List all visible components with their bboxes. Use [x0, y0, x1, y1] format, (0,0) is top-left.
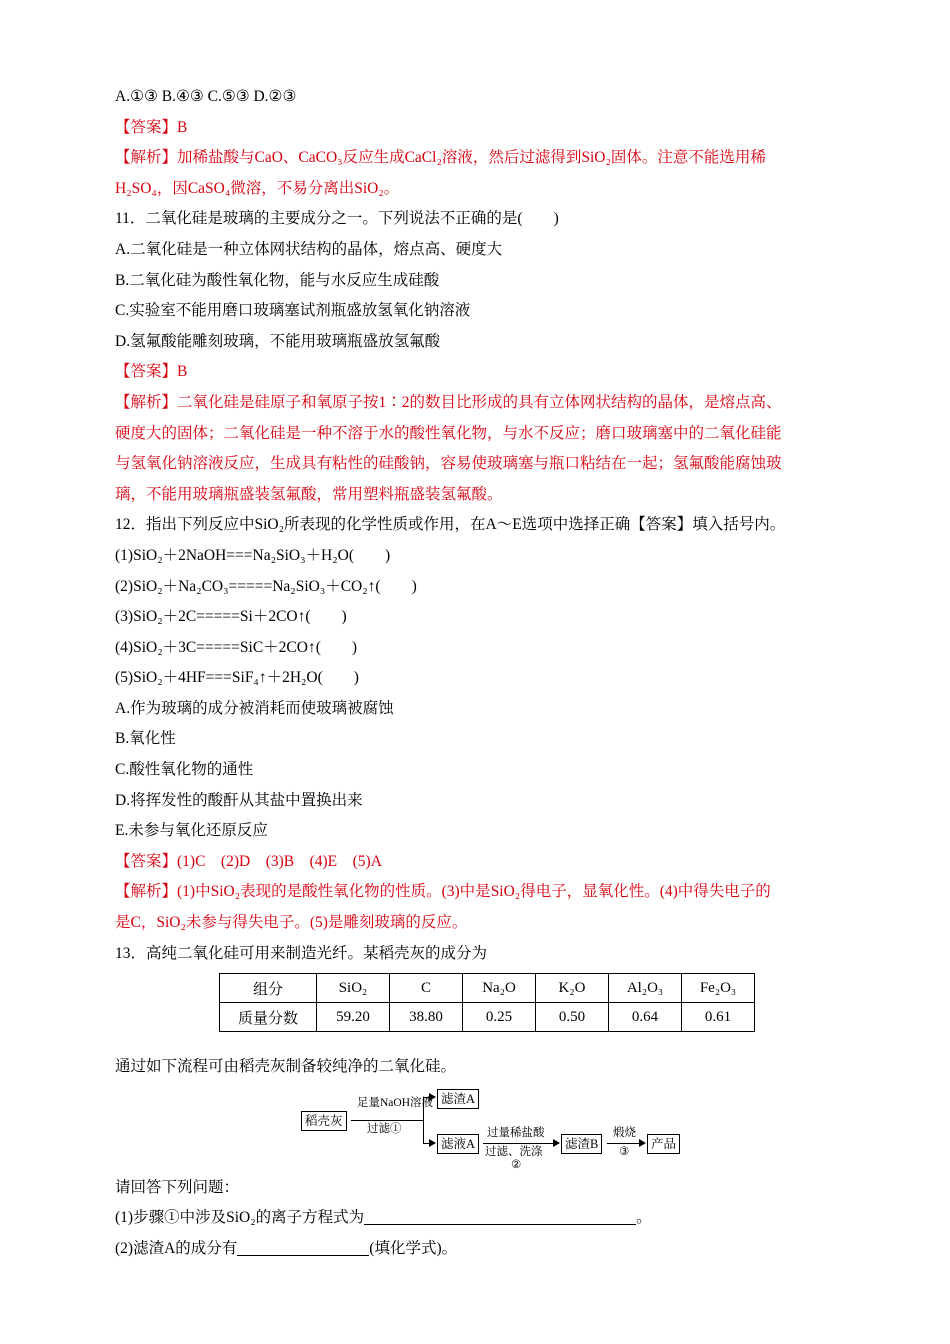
q11-analysis-line3: 与氢氧化钠溶液反应，生成具有粘性的硅酸钠，容易使玻璃塞与瓶口粘结在一起；氢氟酸能腐蚀玻: [115, 455, 782, 473]
q12-option-a: A.作为玻璃的成分被消耗而使玻璃被腐蚀: [115, 699, 394, 717]
table-cell: 0.25: [463, 1003, 536, 1032]
answer-value: B: [177, 118, 188, 136]
sub2-suffix: (填化学式)。: [369, 1240, 458, 1257]
q12-option-d: D.将挥发性的酸酐从其盐中置换出来: [115, 791, 363, 809]
flow-line: [607, 1143, 641, 1144]
q12-answer: [115, 847, 855, 878]
table-cell: 0.50: [536, 1003, 609, 1032]
arrow-right-icon: [429, 1093, 436, 1101]
answer-tag: 【答案】: [115, 852, 178, 870]
answer-value: B: [177, 363, 188, 381]
arrow-right-icon: [639, 1139, 646, 1147]
table-header-row: [220, 974, 755, 1003]
flow-branch-line: [423, 1097, 424, 1143]
q10-options: A.①③ B.④③ C.⑤③ D.②③: [115, 88, 297, 105]
composition-table: [219, 973, 755, 1032]
table-cell: SiO₂: [317, 974, 390, 1003]
table-cell: 0.61: [682, 1003, 755, 1032]
sub1-prompt: (1)步骤①中涉及SiO₂的离子方程式为: [115, 1209, 365, 1227]
q11-analysis-line2: 硬度大的固体；二氧化硅是一种不溶于水的酸性氧化物，与水不反应；磨口玻璃塞中的二氧化硅能: [115, 424, 782, 442]
flow-step3-op: 煅烧: [613, 1126, 636, 1139]
q13-sub1: [115, 1203, 855, 1234]
answer-value: (1)C (2)D (3)B (4)E (5)A: [177, 852, 382, 870]
flow-step2-reagent: 过量稀盐酸: [487, 1126, 545, 1139]
analysis-tag: 【解析】: [115, 149, 178, 167]
arrow-right-icon: [429, 1139, 436, 1147]
table-cell: 38.80: [390, 1003, 463, 1032]
q12-reaction-1: (1)SiO₂＋2NaOH===Na₂SiO₃＋H₂O( ): [115, 546, 391, 564]
q10-analysis-line2: H₂SO₄，因CaSO₄微溶，不易分离出SiO₂。: [115, 179, 400, 197]
flow-start-box: 稻壳灰: [301, 1111, 347, 1131]
q11-analysis-line4: 璃，不能用玻璃瓶盛装氢氟酸，常用塑料瓶盛装氢氟酸。: [115, 485, 503, 503]
flow-line: [351, 1120, 423, 1121]
q11-option-b: B.二氧化硅为酸性氧化物，能与水反应生成硅酸: [115, 271, 440, 289]
q12-analysis-line2: 是C，SiO₂未参与得失电子。(5)是雕刻玻璃的反应。: [115, 914, 468, 932]
q12-reaction-3: (3)SiO₂＋2C=====Si＋2CO↑( ): [115, 608, 347, 626]
q13-sub2: [115, 1234, 855, 1265]
table-cell: 组分: [220, 974, 317, 1003]
analysis-text: 二氧化硅是硅原子和氧原子按1∶2的数目比形成的具有立体网状结构的晶体，是熔点高、: [177, 393, 782, 411]
arrow-right-icon: [553, 1139, 560, 1147]
flow-filtrate-a-box: 滤液A: [437, 1134, 479, 1154]
q13-ask: 请回答下列问题：: [115, 1178, 240, 1196]
flow-step1-reagent: 足量NaOH溶液: [357, 1096, 434, 1109]
table-cell: 0.64: [609, 1003, 682, 1032]
flow-product-box: 产品: [647, 1134, 680, 1154]
answer-tag: 【答案】: [115, 363, 178, 381]
table-cell: K₂O: [536, 974, 609, 1003]
flow-residue-b-box: 滤渣B: [561, 1134, 602, 1154]
sub2-prompt: (2)滤渣A的成分有: [115, 1240, 238, 1257]
q10-analysis-line1: [115, 143, 855, 174]
q12-option-e: E.未参与氧化还原反应: [115, 822, 268, 840]
process-flow-diagram: [301, 1089, 681, 1171]
q11-answer: [115, 357, 855, 388]
analysis-text: 加稀盐酸与CaO、CaCO₃反应生成CaCl₂溶液，然后过滤得到SiO₂固体。注意不能选用稀: [177, 149, 766, 167]
table-cell: Na₂O: [463, 974, 536, 1003]
flow-step2-num: ②: [511, 1158, 522, 1171]
answer-tag: 【答案】: [115, 118, 178, 136]
q12-option-b: B.氧化性: [115, 730, 176, 748]
q11-stem: 11．二氧化硅是玻璃的主要成分之一。下列说法不正确的是( ): [115, 210, 559, 228]
answer-blank[interactable]: [364, 1206, 636, 1225]
q11-option-c: C.实验室不能用磨口玻璃塞试剂瓶盛放氢氧化钠溶液: [115, 302, 471, 320]
q13-flow-intro: 通过如下流程可由稻壳灰制备较纯净的二氧化硅。: [115, 1058, 457, 1076]
q12-stem: 12．指出下列反应中SiO₂所表现的化学性质或作用，在A～E选项中选择正确【答案】填入括号内。: [115, 516, 786, 534]
table-cell: 59.20: [317, 1003, 390, 1032]
table-row: [220, 1003, 755, 1032]
analysis-tag: 【解析】: [115, 393, 178, 411]
analysis-text: (1)中SiO₂表现的是酸性氧化物的性质。(3)中是SiO₂得电子，显氧化性。(4)中得失电子的: [177, 883, 771, 901]
table-cell: Al₂O₃: [609, 974, 682, 1003]
q10-answer: [115, 113, 855, 144]
q12-option-c: C.酸性氧化物的通性: [115, 761, 254, 779]
flow-line: [483, 1143, 555, 1144]
q11-option-d: D.氢氟酸能雕刻玻璃，不能用玻璃瓶盛放氢氟酸: [115, 332, 441, 350]
flow-residue-a-box: 滤渣A: [437, 1089, 479, 1109]
flow-step1-op: 过滤①: [367, 1122, 402, 1135]
q11-option-a: A.二氧化硅是一种立体网状结构的晶体，熔点高、硬度大: [115, 240, 503, 258]
q12-reaction-5: (5)SiO₂＋4HF===SiF₄↑＋2H₂O( ): [115, 669, 359, 687]
q12-reaction-2: (2)SiO₂＋Na₂CO₃=====Na₂SiO₃＋CO₂↑( ): [115, 577, 417, 595]
q11-analysis-line1: [115, 388, 855, 419]
flow-step3-num: ③: [619, 1145, 630, 1158]
q12-analysis-line1: [115, 877, 855, 908]
table-cell: 质量分数: [220, 1003, 317, 1032]
sub1-suffix: 。: [636, 1209, 652, 1227]
analysis-tag: 【解析】: [115, 883, 178, 901]
flow-step2-op: 过滤、洗涤: [485, 1145, 543, 1158]
answer-blank[interactable]: [237, 1237, 369, 1256]
document-page: [115, 82, 855, 1265]
table-cell: Fe₂O₃: [682, 974, 755, 1003]
q13-stem: 13．高纯二氧化硅可用来制造光纤。某稻壳灰的成分为: [115, 944, 488, 962]
q12-reaction-4: (4)SiO₂＋3C=====SiC＋2CO↑( ): [115, 638, 358, 656]
table-cell: C: [390, 974, 463, 1003]
